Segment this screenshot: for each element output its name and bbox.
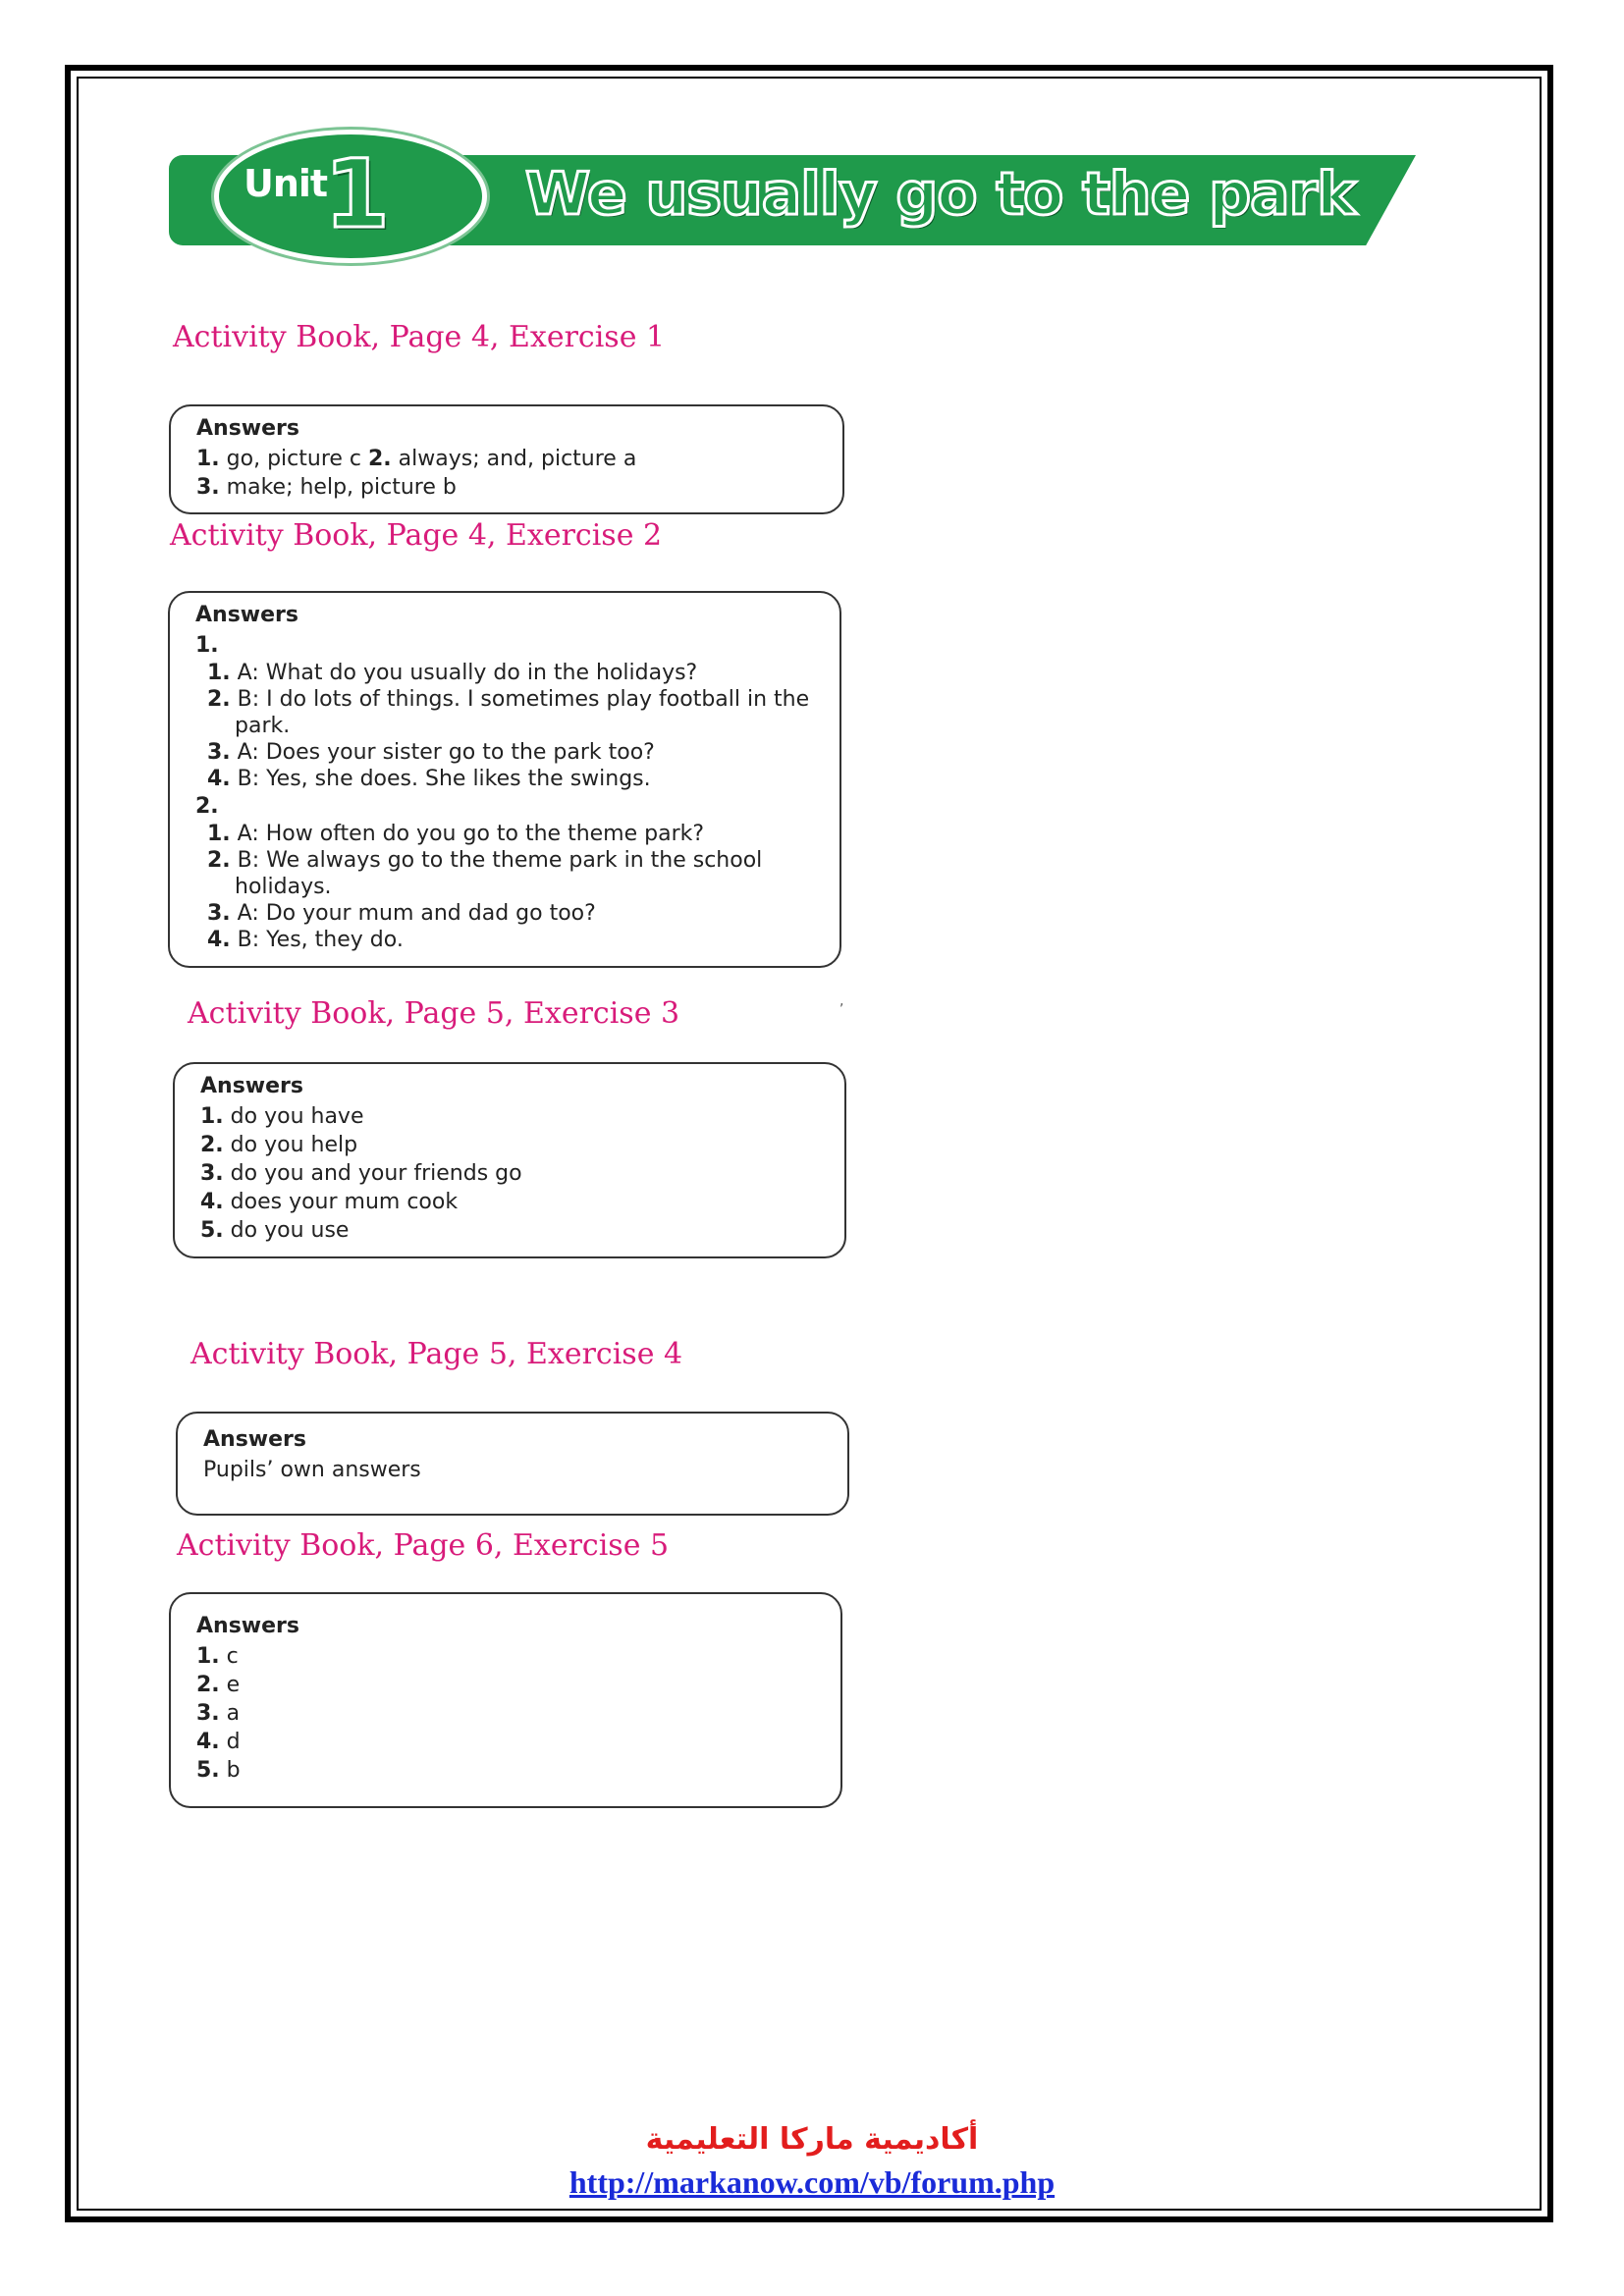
footer-academy-name: أكاديمية ماركا التعليمية — [645, 2122, 979, 2157]
list-item: 4. does your mum cook — [200, 1190, 459, 1214]
group-label: 1. — [195, 633, 219, 658]
stray-mark: , — [839, 993, 844, 1009]
list-item: 1. c — [196, 1644, 239, 1669]
list-item: 3. do you and your friends go — [200, 1161, 522, 1186]
footer-link[interactable]: http://markanow.com/vb/forum.php — [568, 2164, 1056, 2200]
answer-box-1 — [169, 404, 844, 514]
answers-label: Answers — [196, 416, 299, 441]
answer-box-5 — [169, 1592, 842, 1808]
answer-line: 3. make; help, picture b — [196, 475, 457, 500]
list-item: 3. a — [196, 1701, 241, 1726]
section-heading-3: Activity Book, Page 5, Exercise 3 — [188, 996, 680, 1031]
list-item: 4. d — [196, 1730, 241, 1754]
list-item-continued: park. — [235, 714, 291, 738]
answer-box-4 — [176, 1412, 849, 1516]
group-label: 2. — [195, 794, 219, 819]
unit-number: 1 — [324, 139, 390, 249]
answer-line: 1. go, picture c 2. always; and, picture a — [196, 447, 637, 471]
list-item: 4. B: Yes, they do. — [207, 928, 404, 952]
list-item-continued: holidays. — [235, 875, 332, 899]
answers-label: Answers — [196, 1614, 299, 1638]
list-item: 2. e — [196, 1673, 241, 1697]
unit-label: Unit — [244, 162, 328, 205]
answer-box-3 — [173, 1062, 846, 1258]
list-item: 3. A: Do your mum and dad go too? — [207, 901, 596, 926]
list-item: 1. A: How often do you go to the theme park? — [207, 822, 705, 846]
answer-box-2 — [168, 591, 841, 968]
list-item: 2. B: I do lots of things. I sometimes play football in the — [207, 687, 810, 712]
list-item: 2. B: We always go to the theme park in the school — [207, 848, 763, 873]
section-heading-2: Activity Book, Page 4, Exercise 2 — [170, 518, 663, 553]
answer-text: Pupils’ own answers — [203, 1458, 421, 1482]
list-item: 1. do you have — [200, 1104, 364, 1129]
section-heading-1: Activity Book, Page 4, Exercise 1 — [173, 320, 666, 354]
list-item: 5. b — [196, 1758, 241, 1783]
section-heading-4: Activity Book, Page 5, Exercise 4 — [190, 1337, 683, 1371]
list-item: 4. B: Yes, she does. She likes the swings. — [207, 767, 651, 791]
unit-title: We usually go to the park — [525, 160, 1356, 229]
list-item: 5. do you use — [200, 1218, 350, 1243]
list-item: 1. A: What do you usually do in the holidays? — [207, 661, 698, 685]
section-heading-5: Activity Book, Page 6, Exercise 5 — [177, 1528, 670, 1563]
list-item: 2. do you help — [200, 1133, 358, 1157]
list-item: 3. A: Does your sister go to the park too? — [207, 740, 655, 765]
answers-label: Answers — [200, 1074, 303, 1098]
answers-label: Answers — [195, 603, 298, 627]
answers-label: Answers — [203, 1427, 306, 1452]
